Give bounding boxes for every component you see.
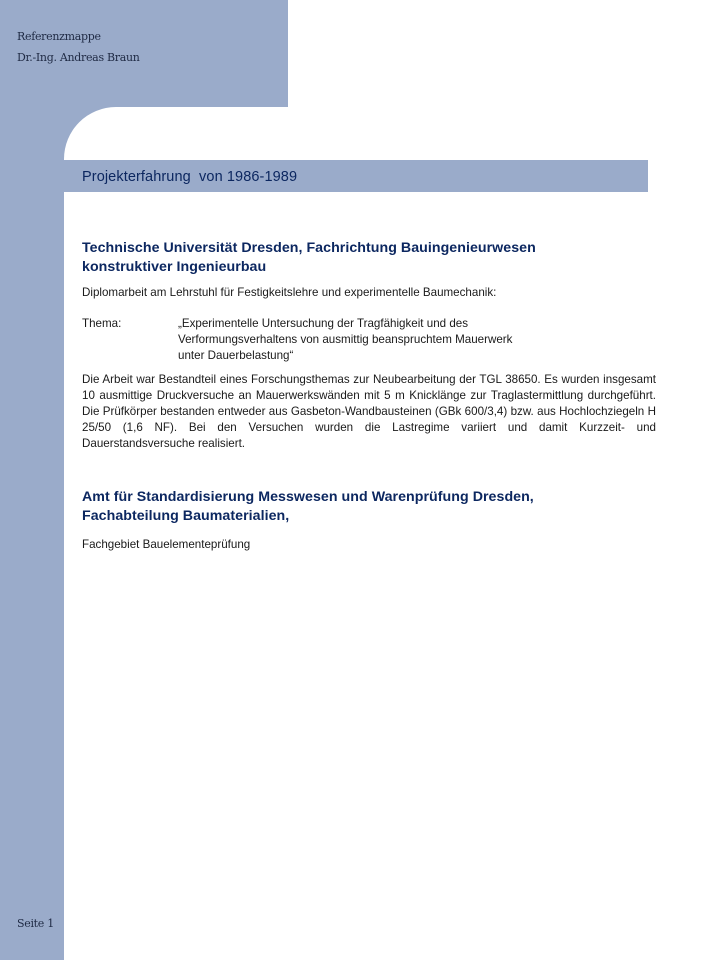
thema-text: [178, 316, 512, 364]
section-tu-dresden: [82, 239, 656, 452]
section1-body: Die Arbeit war Bestandteil eines Forschungsthemas zur Neubearbeitung der TGL 38650. Es wurden insgesamt 10 ausmittige Druckversuche an Mauerwerkswänden mit 5 m Knicklänge zur Traglastermittlung durchgeführt. Die Prüfkörper bestanden entweder aus Gasbeton-Wandbausteinen (GBk 600/3,4) bzw. aus Hochlochziegeln H 25/50 (1,6 NF). Bei den Versuchen wurden die Lastregime variiert und damit Kurzzeit- und Dauerstandsversuche realisiert.: [82, 373, 656, 450]
header-author: Dr.-Ing. Andreas Braun: [17, 51, 140, 64]
page-title: Projekterfahrung von 1986-1989: [82, 169, 298, 185]
section1-heading-line2: konstruktiver Ingenieurbau: [82, 259, 267, 275]
section1-heading-line1: Technische Universität Dresden, Fachrichtung Bauingenieurwesen: [82, 240, 536, 256]
section2-heading-line2: Fachabteilung Baumaterialien,: [82, 508, 290, 524]
section1-subtitle: Diplomarbeit am Lehrstuhl für Festigkeitslehre und experimentelle Baumechanik:: [82, 286, 497, 299]
thema-line: unter Dauerbelastung“: [178, 349, 294, 362]
header-document-name: Referenzmappe: [17, 30, 101, 43]
title-bar: [64, 160, 648, 192]
thema-line: Verformungsverhaltens von ausmittig beanspruchtem Mauerwerk: [178, 333, 513, 346]
thema-label: Thema:: [82, 317, 122, 330]
page-number: Seite 1: [17, 917, 54, 930]
section-amt-standardisierung: [82, 488, 656, 553]
thema-row: [82, 316, 656, 364]
section2-heading-line1: Amt für Standardisierung Messwesen und Warenprüfung Dresden,: [82, 489, 534, 505]
section2-subtitle: Fachgebiet Bauelementeprüfung: [82, 538, 251, 551]
left-sidebar-band: [0, 0, 64, 960]
thema-line: „Experimentelle Untersuchung der Tragfähigkeit und des: [178, 317, 469, 330]
